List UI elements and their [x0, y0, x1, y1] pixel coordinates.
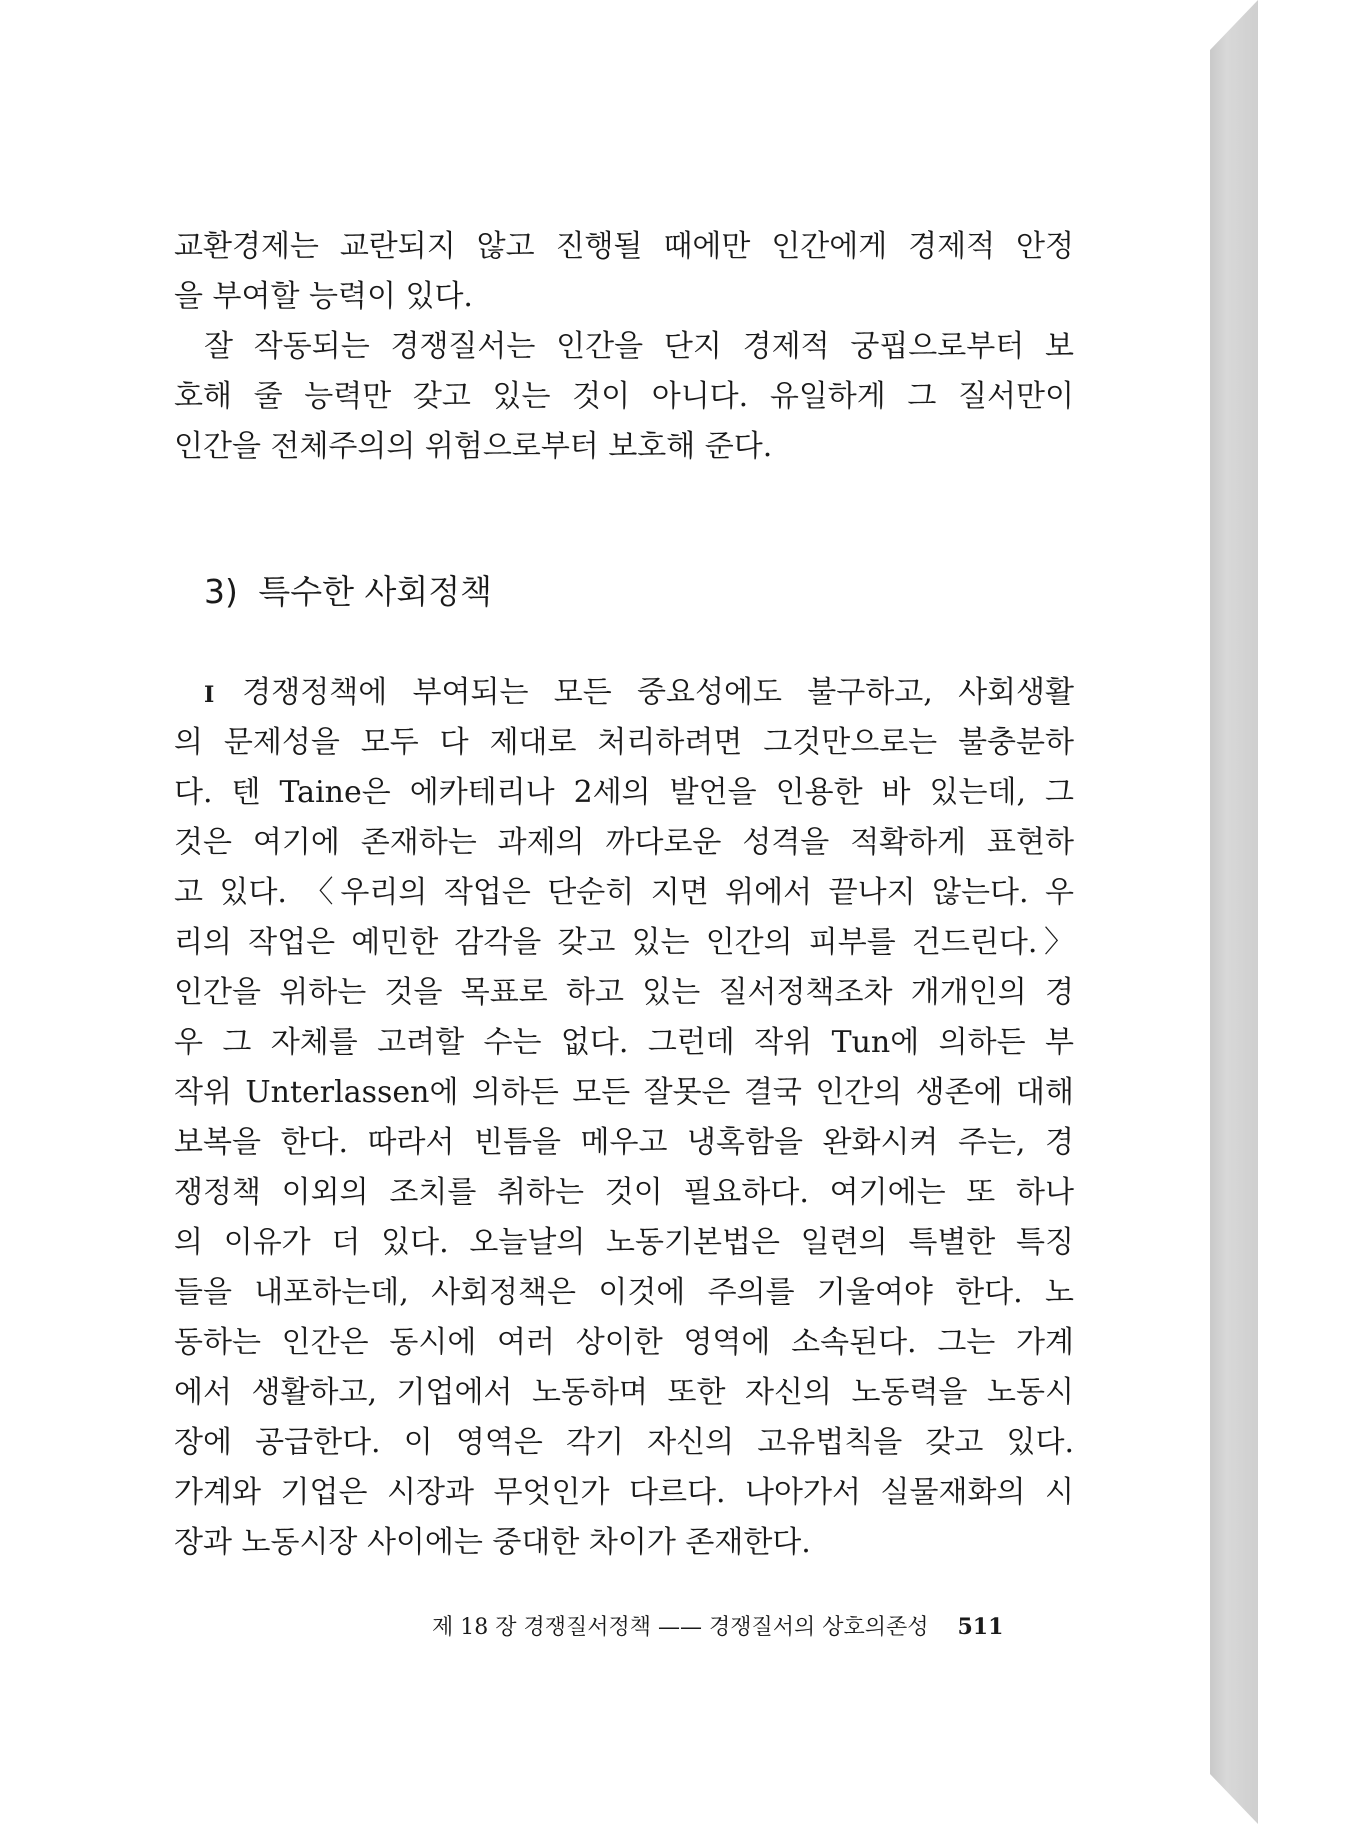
text-line: I 경쟁정책에 부여되는 모든 중요성에도 불구하고, 사회생활: [204, 675, 1074, 710]
text-line: 장과 노동시장 사이에는 중대한 차이가 존재한다.: [174, 1525, 811, 1560]
section-heading: [204, 562, 492, 622]
text-line: 호해 줄 능력만 갖고 있는 것이 아니다. 유일하게 그 질서만이: [174, 379, 1074, 414]
text-line: 고 있다. 〈우리의 작업은 단순히 지면 위에서 끝나지 않는다. 우: [174, 875, 1074, 910]
text-line: 것은 여기에 존재하는 과제의 까다로운 성격을 적확하게 표현하: [174, 825, 1074, 860]
page-number: 511: [957, 1614, 1004, 1640]
running-head: 제 18 장 경쟁질서정책 —— 경쟁질서의 상호의존성: [432, 1615, 929, 1640]
text-line: 작위 Unterlassen에 의하든 모든 잘못은 결국 인간의 생존에 대해: [174, 1075, 1074, 1110]
text-line: 다. 텐 Taine은 에카테리나 2세의 발언을 인용한 바 있는데, 그: [174, 775, 1074, 810]
text-line: 장에 공급한다. 이 영역은 각기 자신의 고유법칙을 갖고 있다.: [174, 1425, 1074, 1460]
section-number: 3): [204, 572, 238, 611]
text-line: 잘 작동되는 경쟁질서는 인간을 단지 경제적 궁핍으로부터 보: [204, 329, 1074, 364]
main-paragraph: [174, 668, 1074, 1568]
text-line: 쟁정책 이외의 조치를 취하는 것이 필요하다. 여기에는 또 하나: [174, 1175, 1074, 1210]
text-line: 가계와 기업은 시장과 무엇인가 다르다. 나아가서 실물재화의 시: [174, 1475, 1074, 1510]
page-edge: [1210, 0, 1258, 1824]
intro-paragraphs: [174, 222, 1074, 472]
text-line: 인간을 위하는 것을 목표로 하고 있는 질서정책조차 개개인의 경: [174, 975, 1074, 1010]
text-line: 보복을 한다. 따라서 빈틈을 메우고 냉혹함을 완화시켜 주는, 경: [174, 1125, 1074, 1160]
page-footer: [432, 1607, 1003, 1648]
text-line: 교환경제는 교란되지 않고 진행될 때에만 인간에게 경제적 안정: [174, 229, 1074, 264]
text-line: 을 부여할 능력이 있다.: [174, 279, 473, 314]
paragraph-marker: I: [204, 682, 215, 708]
text-line: 인간을 전체주의의 위험으로부터 보호해 준다.: [174, 429, 773, 464]
text-line: 의 문제성을 모두 다 제대로 처리하려면 그것만으로는 불충분하: [174, 725, 1074, 760]
text-line: 의 이유가 더 있다. 오늘날의 노동기본법은 일련의 특별한 특징: [174, 1225, 1074, 1260]
section-title: 특수한 사회정책: [258, 572, 493, 611]
text-line: 에서 생활하고, 기업에서 노동하며 또한 자신의 노동력을 노동시: [174, 1375, 1074, 1410]
text-line: 들을 내포하는데, 사회정책은 이것에 주의를 기울여야 한다. 노: [174, 1275, 1074, 1310]
text-line: 리의 작업은 예민한 감각을 갖고 있는 인간의 피부를 건드린다.〉: [174, 925, 1074, 960]
page-edge-bottom-corner: [1210, 1774, 1258, 1824]
page-edge-top-corner: [1210, 0, 1258, 50]
text-line: 우 그 자체를 고려할 수는 없다. 그런데 작위 Tun에 의하든 부: [174, 1025, 1074, 1060]
text-line: 동하는 인간은 동시에 여러 상이한 영역에 소속된다. 그는 가계: [174, 1325, 1074, 1360]
